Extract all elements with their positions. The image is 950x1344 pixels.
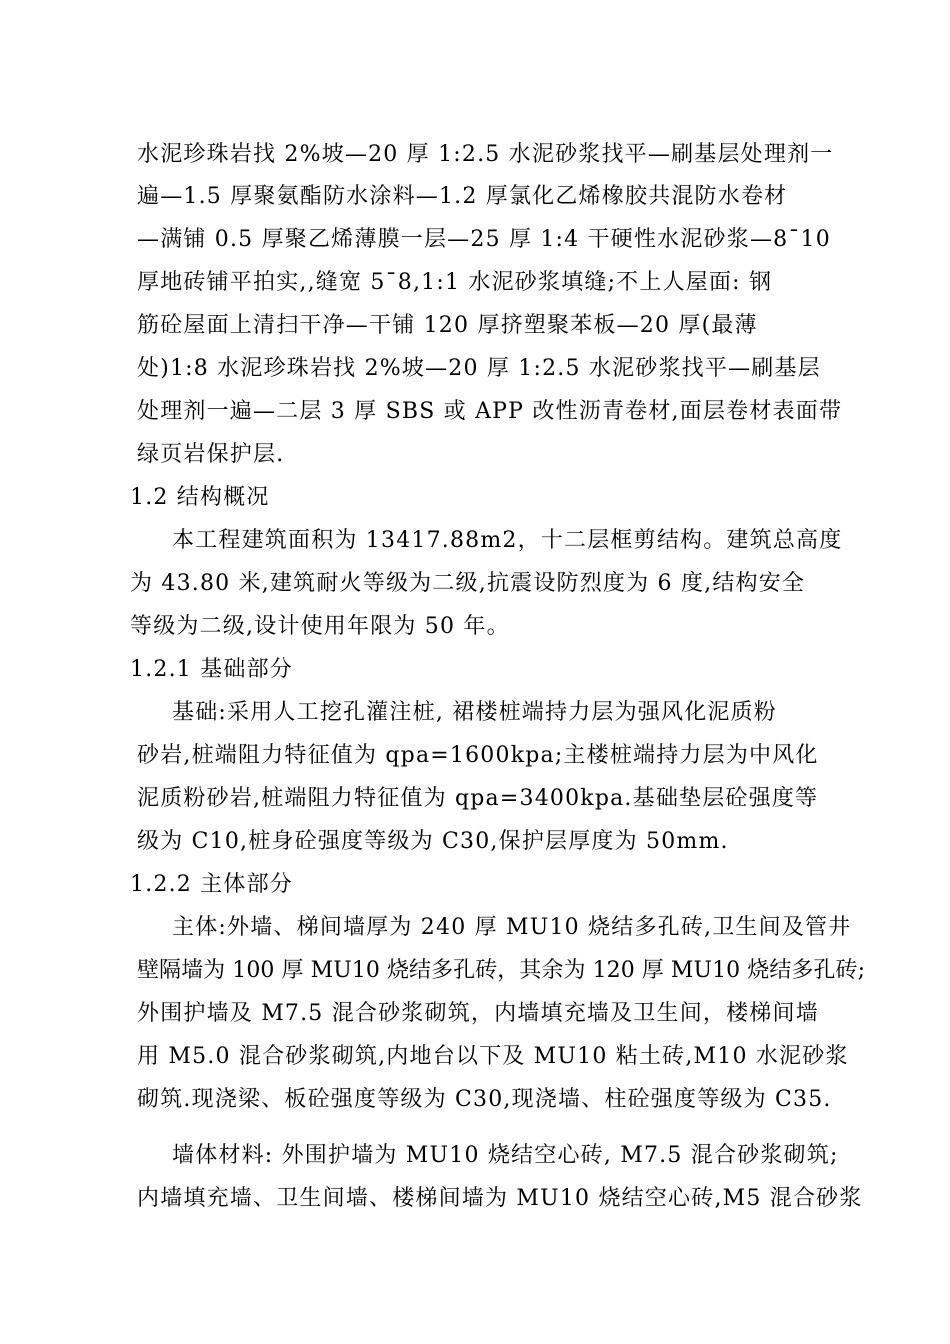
body-text-line: 厚地砖铺平拍实,,缝宽 5¯8,1:1 水泥砂浆填缝;不上人屋面: 钢 bbox=[137, 270, 773, 295]
body-text-line: 水泥珍珠岩找 2%坡—20 厚 1:2.5 水泥砂浆找平—刷基层处理剂一 bbox=[137, 142, 834, 167]
body-text-line: 用 M5.0 混合砂浆砌筑,内地台以下及 MU10 粘土砖,M10 水泥砂浆 bbox=[137, 1044, 849, 1069]
body-text-line: 级为 C10,桩身砼强度等级为 C30,保护层厚度为 50mm. bbox=[137, 829, 729, 854]
body-text-line: —满铺 0.5 厚聚乙烯薄膜一层—25 厚 1:4 干硬性水泥砂浆—8¯10 bbox=[137, 227, 831, 252]
body-text-line: 壁隔墙为 100 厚 MU10 烧结多孔砖，其余为 120 厚 MU10 烧结多孔砖; bbox=[137, 958, 866, 983]
body-text-line: 处)1:8 水泥珍珠岩找 2%坡—20 厚 1:2.5 水泥砂浆找平—刷基层 bbox=[137, 356, 821, 381]
body-text-line: 主体:外墙、梯间墙厚为 240 厚 MU10 烧结多孔砖,卫生间及管井 bbox=[172, 915, 852, 940]
body-text-line: 泥质粉砂岩,桩端阻力特征值为 qpa=3400kpa.基础垫层砼强度等 bbox=[137, 786, 819, 811]
body-text-line: 处理剂一遍—二层 3 厚 SBS 或 APP 改性沥青卷材,面层卷材表面带 bbox=[137, 399, 843, 424]
section-heading: 1.2 结构概况 bbox=[130, 485, 270, 510]
body-text-line: 本工程建筑面积为 13417.88m2，十二层框剪结构。建筑总高度 bbox=[172, 528, 843, 553]
body-text-line: 基础:采用人工挖孔灌注桩, 裙楼桩端持力层为强风化泥质粉 bbox=[172, 700, 778, 725]
body-text-line: 筋砼屋面上清扫干净—干铺 120 厚挤塑聚苯板—20 厚(最薄 bbox=[137, 313, 758, 338]
body-text-line: 内墙填充墙、卫生间墙、楼梯间墙为 MU10 烧结空心砖,M5 混合砂浆 bbox=[137, 1186, 863, 1211]
section-heading: 1.2.1 基础部分 bbox=[130, 657, 293, 682]
section-heading: 1.2.2 主体部分 bbox=[130, 872, 293, 897]
body-text-line: 为 43.80 米,建筑耐火等级为二级,抗震设防烈度为 6 度,结构安全 bbox=[130, 571, 806, 596]
body-text-line: 砂岩,桩端阻力特征值为 qpa=1600kpa;主楼桩端持力层为中风化 bbox=[137, 743, 819, 768]
body-text-line: 遍—1.5 厚聚氨酯防水涂料—1.2 厚氯化乙烯橡胶共混防水卷材 bbox=[137, 184, 788, 209]
body-text-line: 外围护墙及 M7.5 混合砂浆砌筑，内墙填充墙及卫生间，楼梯间墙 bbox=[137, 1001, 819, 1026]
body-text-line: 绿页岩保护层. bbox=[137, 442, 285, 467]
body-text-line: 墙体材料: 外围护墙为 MU10 烧结空心砖, M7.5 混合砂浆砌筑; bbox=[172, 1143, 839, 1168]
body-text-line: 等级为二级,设计使用年限为 50 年。 bbox=[130, 614, 510, 639]
body-text-line: 砌筑.现浇梁、板砼强度等级为 C30,现浇墙、柱砼强度等级为 C35. bbox=[137, 1087, 832, 1112]
